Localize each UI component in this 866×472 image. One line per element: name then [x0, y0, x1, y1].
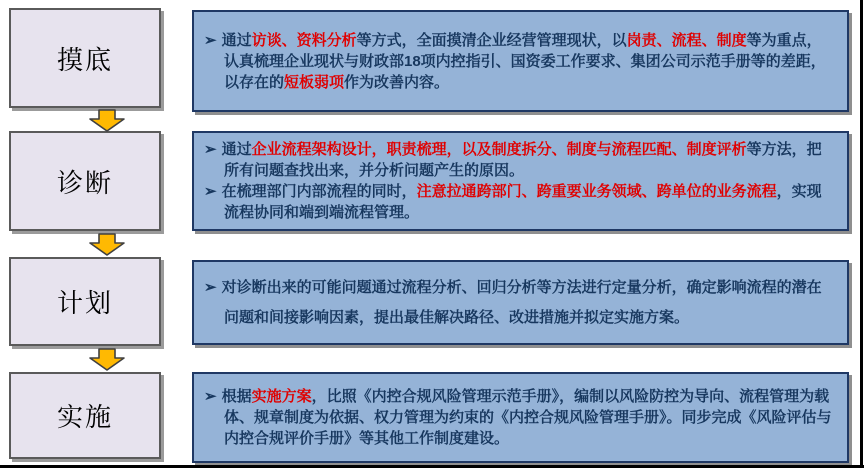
desc-text: [194, 27, 847, 96]
step-label: 诊断: [56, 167, 113, 198]
bullet-item: [204, 181, 835, 223]
slide-bottom-border: [0, 465, 864, 468]
step-label: 摸底: [56, 44, 113, 75]
step-box-survey: [9, 8, 161, 108]
bullet-arrow-icon: ➢: [204, 278, 217, 296]
down-arrow-icon: [88, 348, 126, 371]
desc-text: [194, 270, 847, 336]
body-text: 根据: [221, 388, 252, 405]
desc-text: [194, 383, 847, 452]
desc-box-diagnose: [192, 131, 849, 231]
desc-box-survey: [192, 10, 849, 112]
slide-right-border: [860, 0, 863, 468]
body-text: 对诊断出来的可能问题通过流程分析、回归分析等方法进行定量分析，确定影响流程的潜在问题和间接影响因素，提出最佳解决路径、改进措施并拟定实施方案。: [221, 278, 822, 326]
bullet-item: [204, 30, 835, 93]
bullet-arrow-icon: ➢: [204, 141, 217, 158]
bullet-arrow-icon: ➢: [204, 183, 217, 200]
highlight-text: 短板弱项: [284, 73, 345, 91]
step-box-implement: [9, 372, 161, 459]
step-box-plan: [9, 257, 161, 346]
bullet-item: [204, 273, 835, 333]
bullet-arrow-icon: ➢: [204, 31, 217, 49]
body-text: 等方式，全面摸清企业经营管理现状，以: [356, 31, 627, 49]
step-label: 计划: [56, 288, 113, 318]
highlight-text: 企业流程架构设计，职责梳理，以及制度拆分、制度与流程匹配、制度评析: [251, 141, 747, 158]
body-text: 等方法，把所有问题查找出来，并分析问题产生的原因。: [224, 141, 822, 179]
bullet-item: [204, 139, 835, 181]
step-box-diagnose: [9, 131, 161, 231]
body-text: ，实现流程协同和端到端流程管理。: [224, 183, 822, 221]
body-text: 通过: [221, 31, 252, 49]
desc-box-plan: [192, 260, 849, 345]
body-text: 通过: [221, 141, 252, 158]
body-text: 作为改善内容。: [344, 73, 450, 91]
highlight-text: 访谈、资料分析: [251, 31, 357, 49]
desc-box-implement: [192, 372, 849, 463]
bullet-arrow-icon: ➢: [204, 388, 217, 405]
bullet-item: [204, 386, 835, 449]
highlight-text: 岗责、流程、制度: [626, 31, 747, 49]
desc-text: [194, 136, 847, 226]
body-text: 在梳理部门内部流程的同时，: [221, 183, 417, 200]
body-text: 等为重点，认真梳理企业现状与财政部18项内控指引、国资委工作要求、集团公司示范手册等的差距，以存在的: [224, 31, 826, 91]
step-label: 实施: [56, 402, 113, 432]
body-text: ，比照《内控合规风险管理示范手册》，编制以风险防控为导向、流程管理为载体、规章制度为依据、权力管理为约束的《内控合规风险管理手册》。同步完成《风险评估与内控合规评价手册》等其他工作制度建设。: [224, 388, 832, 447]
down-arrow-icon: [88, 233, 126, 256]
down-arrow-icon: [88, 109, 126, 132]
highlight-text: 实施方案: [251, 388, 312, 405]
highlight-text: 注意拉通跨部门、跨重要业务领域、跨单位的业务流程: [416, 183, 777, 200]
